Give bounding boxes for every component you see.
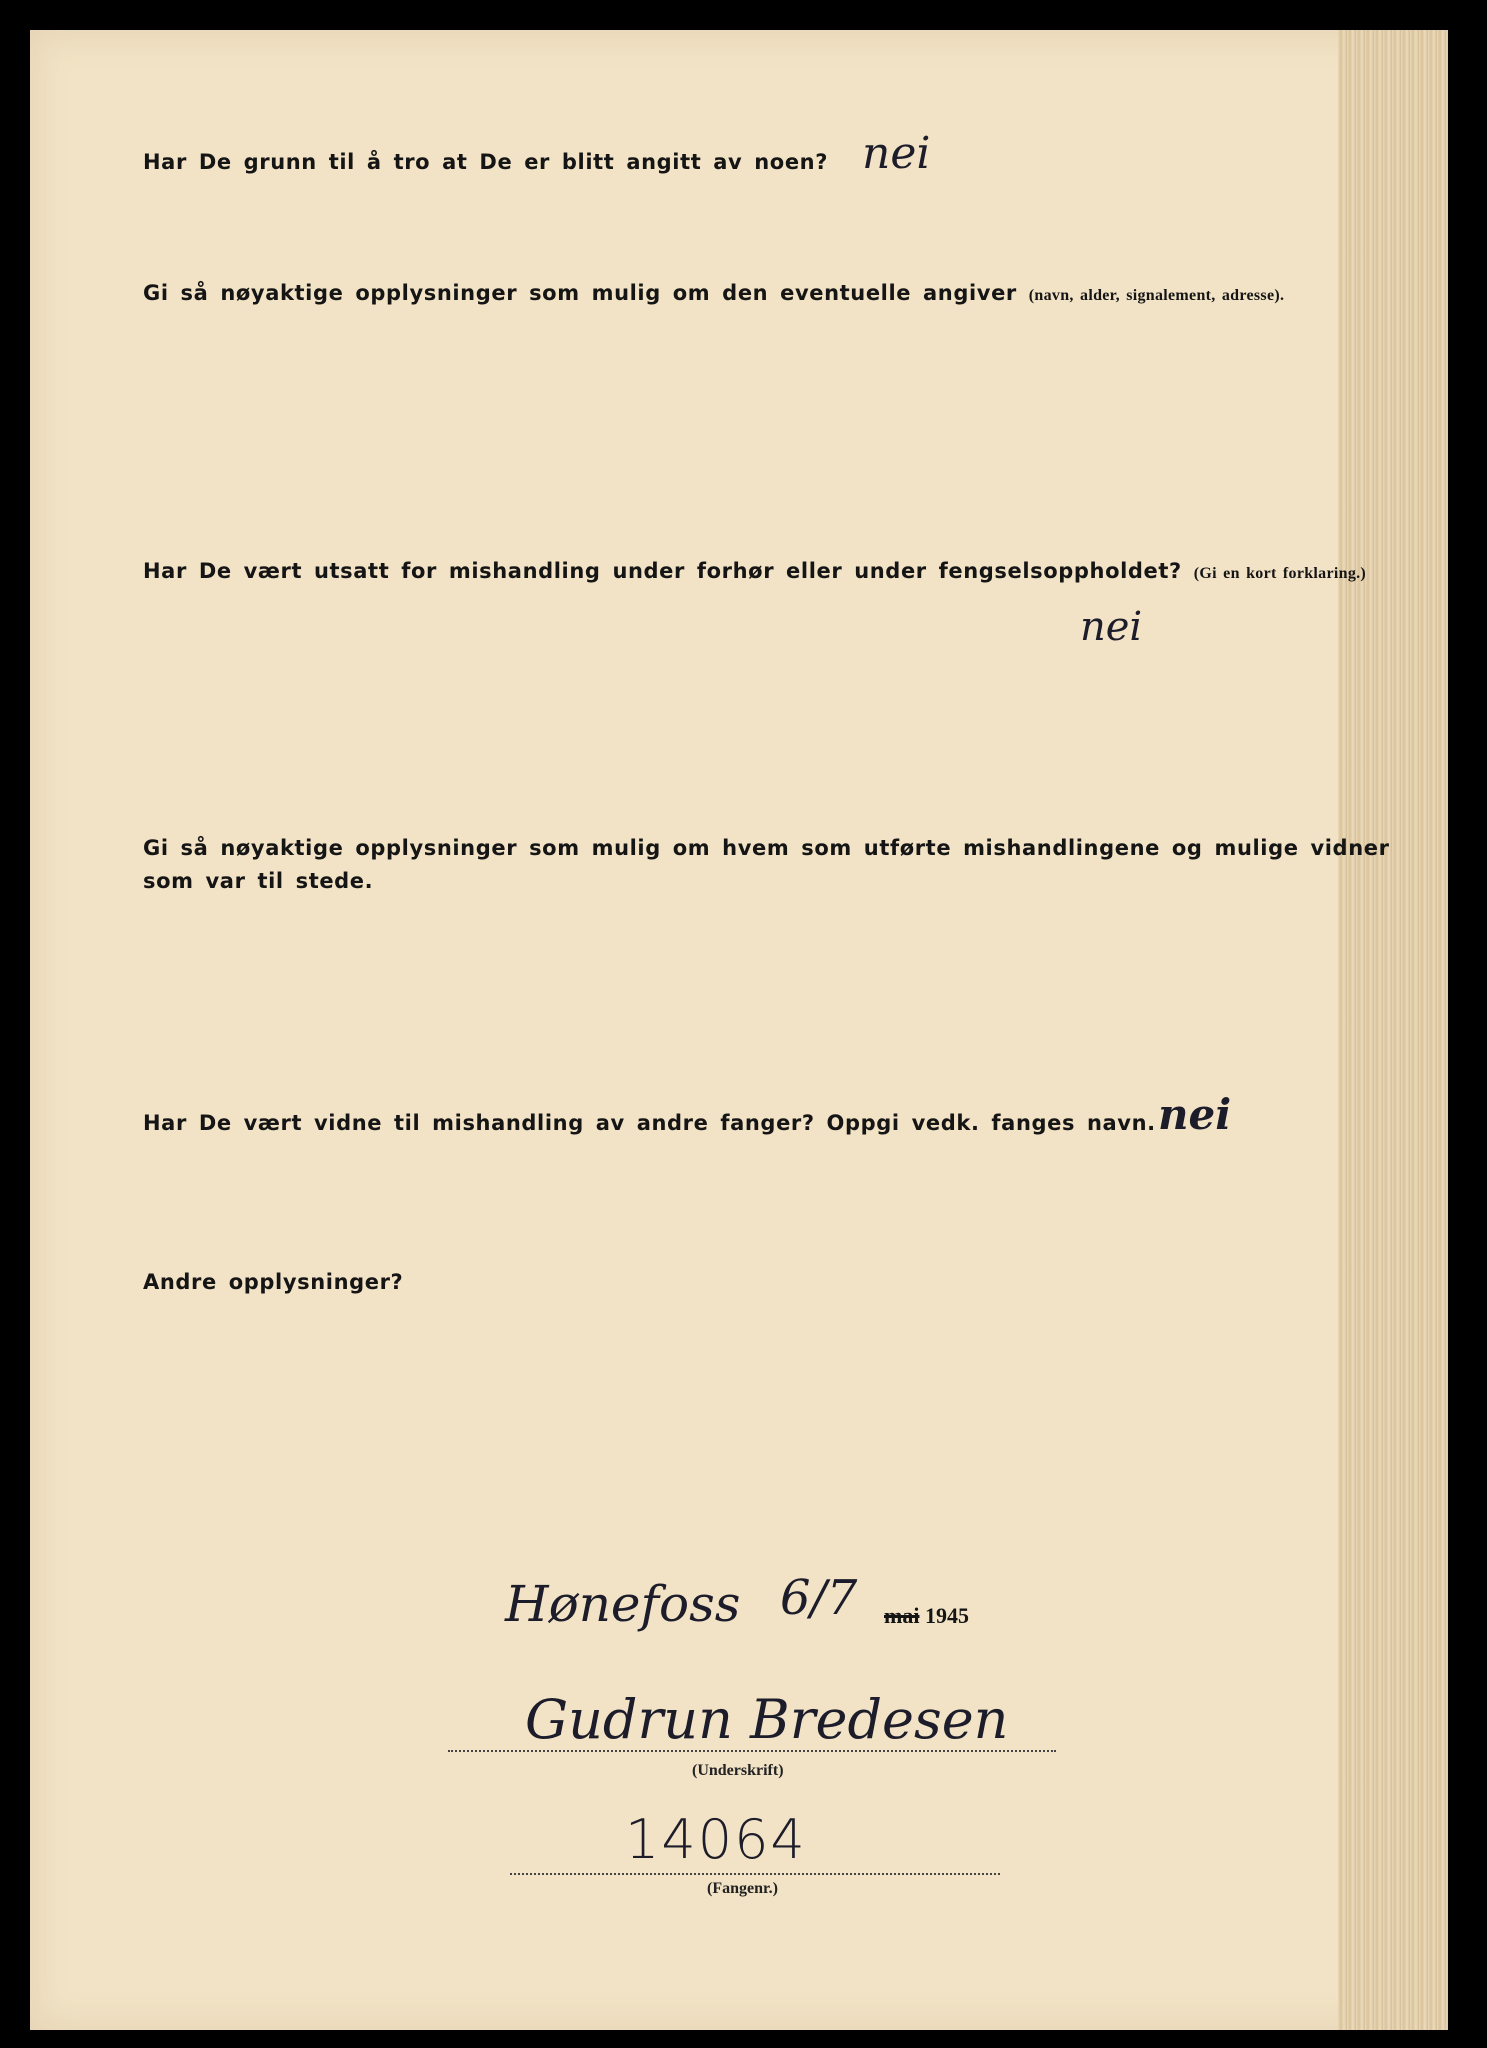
- question-informer-note: (navn, alder, signalement, adresse).: [1028, 287, 1285, 304]
- prisoner-number-handwritten: 14064: [625, 1808, 807, 1871]
- place-handwritten: Hønefoss: [505, 1575, 741, 1633]
- answer-denounced: nei: [862, 128, 931, 179]
- printed-month-struck: mai: [884, 1603, 920, 1628]
- signature-caption: (Underskrift): [692, 1762, 784, 1779]
- answer-mistreatment: nei: [1080, 604, 1143, 650]
- question-perpetrators-line1: Gi så nøyaktige opplysninger som mulig om hvem som utførte mishandlingene og mulige vidner: [143, 836, 1390, 860]
- prisoner-number-caption: (Fangenr.): [707, 1880, 778, 1897]
- question-perpetrators-line2: som var til stede.: [143, 869, 374, 893]
- question-mistreatment-note: (Gi en kort forklaring.): [1193, 565, 1367, 582]
- question-mistreatment-text: Har De vært utsatt for mishandling under forhør eller under fengselsoppholdet?: [143, 559, 1182, 583]
- question-other-info: Andre opplysninger?: [143, 1270, 404, 1294]
- prisoner-number-line: [510, 1873, 1000, 1875]
- bleed-through: [380, 350, 388, 384]
- signature-handwritten: Gudrun Bredesen: [525, 1688, 1009, 1751]
- signature-line: [448, 1750, 1056, 1752]
- question-informer-details: [143, 281, 1284, 305]
- answer-witness: nei: [1158, 1090, 1232, 1139]
- date-handwritten: 6/7: [780, 1570, 858, 1626]
- question-denounced: Har De grunn til å tro at De er blitt angitt av noen?: [143, 150, 829, 174]
- question-informer-text: Gi så nøyaktige opplysninger som mulig om den eventuelle angiver: [143, 281, 1017, 305]
- stacked-page-edges: [1338, 30, 1448, 2030]
- printed-year: 1945: [924, 1603, 969, 1628]
- question-mistreatment: [143, 559, 1366, 583]
- question-witness: Har De vært vidne til mishandling av andre fanger? Oppgi vedk. fanges navn.: [143, 1111, 1156, 1135]
- date-printed: [884, 1603, 969, 1629]
